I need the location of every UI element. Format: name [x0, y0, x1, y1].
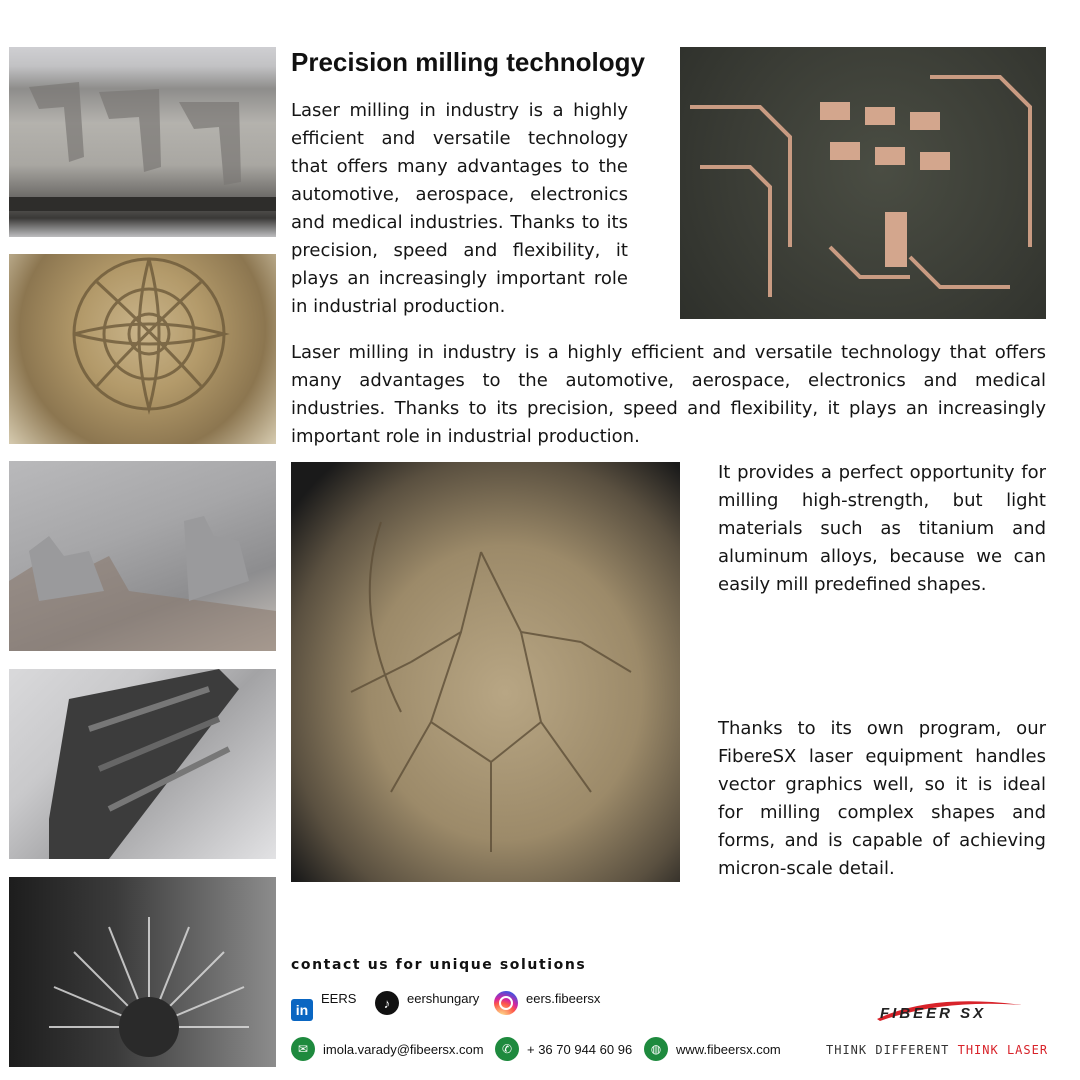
tagline-think-different: THINK DIFFERENT	[826, 1043, 950, 1057]
phone-link[interactable]	[495, 1037, 632, 1061]
contact-heading: contact us for unique solutions	[291, 957, 587, 973]
photo-mandala-engraving	[9, 254, 276, 444]
instagram-label: eers.fibeersx	[526, 991, 601, 1006]
globe-icon: ◍	[644, 1037, 668, 1061]
brand-logo: FIBEER SX	[880, 1005, 987, 1022]
photo-circuit-board	[680, 47, 1046, 319]
tagline-think-laser: THINK LASER	[957, 1043, 1049, 1057]
website-link[interactable]	[644, 1037, 781, 1061]
website-label: www.fibeersx.com	[676, 1041, 781, 1057]
linkedin-label: EERS	[321, 991, 357, 1006]
brand-tagline	[826, 1043, 1048, 1057]
program-paragraph: Thanks to its own program, our FibereSX laser equipment handles vector graphics well, so it is ideal for milling complex shapes and forms, and is capable of achieving micron-scale detail.	[718, 718, 1046, 879]
photo-engraved-stone	[291, 462, 680, 882]
tiktok-link[interactable]	[375, 991, 479, 1015]
photo-milled-metal-bar	[9, 47, 276, 237]
email-link[interactable]	[291, 1037, 484, 1061]
intro-paragraph-wide: Laser milling in industry is a highly efficient and versatile technology that offers many advantages to the automotive, aerospace, electronics and medical industries. Thanks to its precision, speed and flexibility, it plays an increasingly important role in industrial production.	[291, 342, 1046, 447]
tiktok-icon: ♪	[375, 991, 399, 1015]
instagram-link[interactable]	[494, 991, 600, 1015]
instagram-icon	[494, 991, 518, 1015]
phone-icon: ✆	[495, 1037, 519, 1061]
photo-aluminum-cutouts	[9, 461, 276, 651]
photo-radial-pattern	[9, 877, 276, 1067]
intro-paragraph: Laser milling in industry is a highly efficient and versatile technology that offers many advantages to the automotive, aerospace, electronics and medical industries. Thanks to its precision, speed and flexibility, it plays an increasingly important role in industrial production.	[291, 100, 628, 317]
tiktok-label: eershungary	[407, 991, 480, 1006]
photo-steel-profile	[9, 669, 276, 859]
email-label: imola.varady@fibeersx.com	[323, 1041, 484, 1057]
linkedin-link[interactable]	[291, 991, 356, 1021]
materials-paragraph: It provides a perfect opportunity for milling high-strength, but light materials such as titanium and aluminum alloys, because we can easily mill predefined shapes.	[718, 462, 1046, 595]
phone-label: + 36 70 944 60 96	[527, 1041, 633, 1057]
page-title: Precision milling technology	[291, 47, 645, 77]
email-icon: ✉	[291, 1037, 315, 1061]
linkedin-icon: in	[291, 999, 313, 1021]
